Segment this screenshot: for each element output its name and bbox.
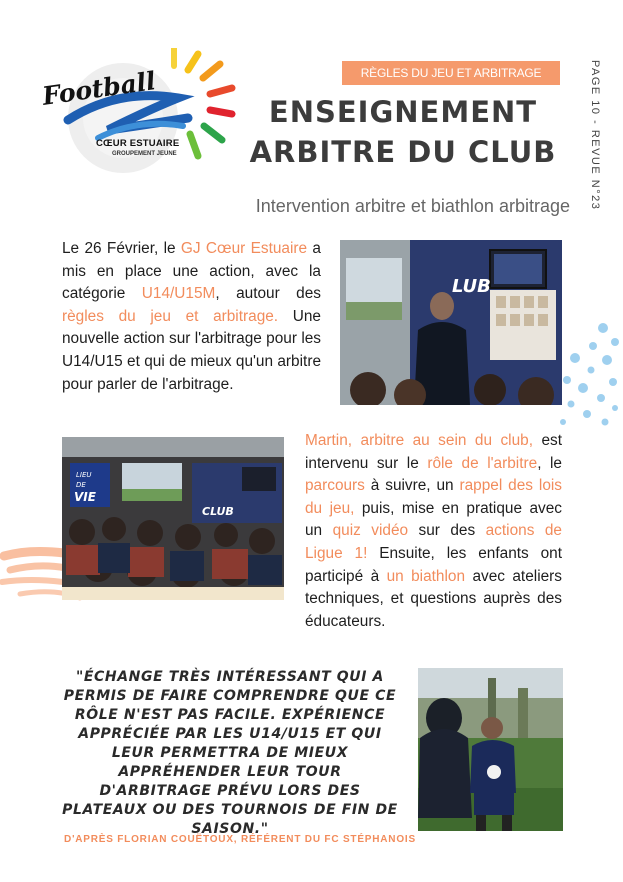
quote-credit: D'APRÈS FLORIAN COUËTOUX, RÉFÉRENT DU FC STÉPHANOIS <box>64 834 416 845</box>
page-title <box>238 92 568 172</box>
para2-text-7: avec ateliers techniques, et questions auprès des éducateurs. <box>305 567 562 630</box>
para2-highlight-quiz: quiz vidéo <box>332 522 409 540</box>
para2-highlight-path: parcours <box>305 477 365 495</box>
para2-text-1: est intervenu sur le <box>305 432 562 472</box>
club-logo <box>38 48 238 173</box>
para2-text-5: sur des <box>408 522 486 540</box>
para1-highlight-topic: règles du jeu et arbitrage. <box>62 307 279 325</box>
para1-text-3: , autour des <box>215 285 321 303</box>
details-paragraph <box>305 430 562 633</box>
photo2-sign-line1: LIEU <box>76 471 92 479</box>
dot-pattern-icon <box>555 318 623 430</box>
para1-text-4: Une nouvelle action sur l'arbitrage pour les U14/U15 et qui de mieux qu'un arbitre pour parler de l'arbitrage. <box>62 307 321 393</box>
title-line-1: ENSEIGNEMENT <box>268 95 538 129</box>
para2-highlight-role: rôle de l'arbitre <box>427 454 538 472</box>
photo-classroom-kids <box>62 437 284 600</box>
para2-text-6: Ensuite, les enfants ont participé à <box>305 544 562 585</box>
section-tag: RÈGLES DU JEU ET ARBITRAGE <box>342 61 560 85</box>
photo2-banner-text: CLUB <box>202 505 234 518</box>
para2-highlight-laws: rappel des lois du jeu, <box>305 477 562 517</box>
intro-paragraph <box>62 238 321 396</box>
para1-highlight-club: GJ Cœur Estuaire <box>180 240 308 257</box>
logo-club-name: CŒUR ESTUAIRE <box>96 138 180 149</box>
photo2-sign-line3: VIE <box>74 490 96 504</box>
para2-highlight-ligue: actions de Ligue 1! <box>305 522 562 562</box>
para1-text-2: a mis en place une action, avec la catégorie <box>62 240 321 303</box>
testimonial-quote: "ÉCHANGE TRÈS INTÉRESSANT QUI A PERMIS DE FAIRE COMPRENDRE QUE CE RÔLE N'EST PAS FACILE. EXPÉRIENCE APPRÉCIÉE PAR LES U14/U15 ET QUI LEUR PERMETTRA DE MIEUX APPRÉHENDER LEUR TOUR D'ARBITRAGE PRÉVU LORS DES PLATEAUX OU DES TOURNOIS DE FIN DE SAISON." <box>62 669 398 837</box>
photo-outdoor-players <box>418 668 563 831</box>
title-line-2: ARBITRE DU CLUB <box>249 135 557 169</box>
photo2-sign-line2: DE <box>76 481 86 489</box>
para2-text-4: puis, mise en pratique avec un <box>305 499 562 540</box>
para1-highlight-category: U14/U15M <box>141 285 216 303</box>
logo-word: Football <box>40 66 158 111</box>
para2-text-2: , le <box>537 454 562 472</box>
page-label <box>585 60 607 215</box>
para1-text-1: Le 26 Février, le <box>62 240 181 257</box>
para2-highlight-martin: Martin, arbitre au sein du club, <box>305 432 533 449</box>
photo1-wall-text: LUB <box>452 276 491 297</box>
page-label-text: PAGE 10 - REVUE N°23 <box>589 60 601 211</box>
page-subtitle: Intervention arbitre et biathlon arbitrage <box>255 196 570 216</box>
para2-text-3: à suivre, un <box>364 477 460 495</box>
para2-highlight-biathlon: un biathlon <box>386 567 466 585</box>
photo-referee-presentation <box>340 240 562 405</box>
sun-rays-icon <box>174 48 232 156</box>
logo-group-name: GROUPEMENT JEUNE <box>112 151 177 157</box>
